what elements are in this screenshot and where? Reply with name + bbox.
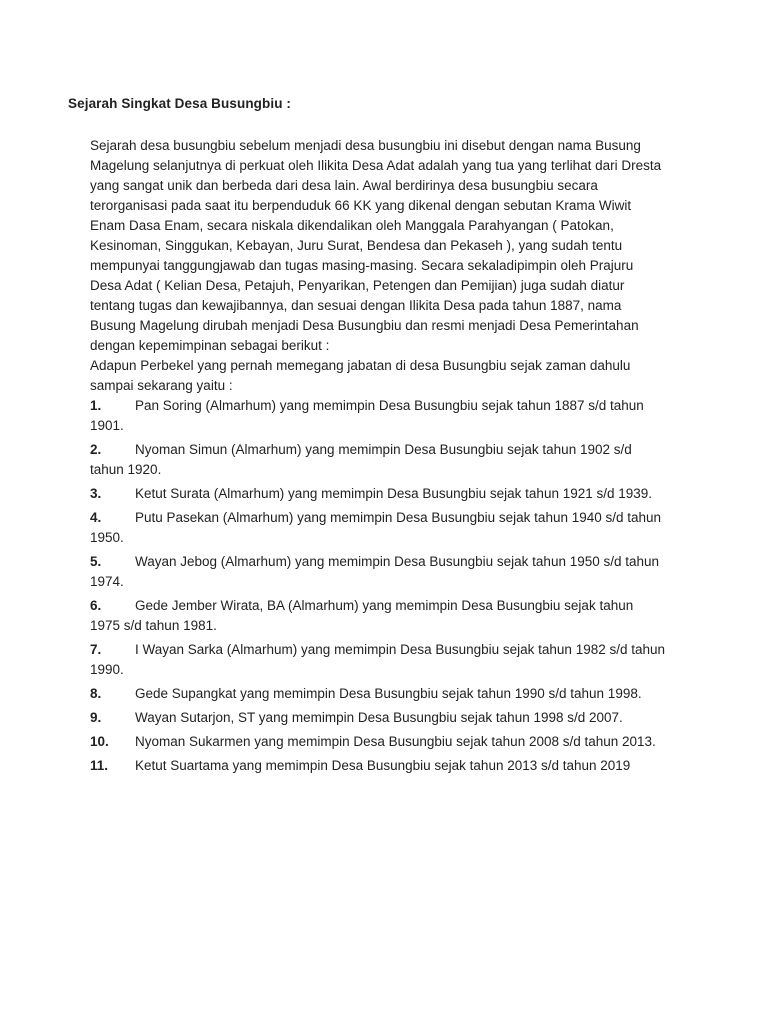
list-item-continuation: 1975 s/d tahun 1981. (90, 618, 217, 633)
list-item (90, 596, 690, 636)
paragraph-line: yang sangat unik dan berbeda dari desa lain. Awal berdirinya desa busungbiu secara (90, 178, 598, 193)
list-item-number: 9. (90, 710, 102, 725)
list-item-number: 6. (90, 598, 102, 613)
list-item-number: 4. (90, 510, 102, 525)
list-item (90, 396, 690, 436)
list-item (90, 440, 690, 480)
list-item-text: Pan Soring (Almarhum) yang memimpin Desa Busungbiu sejak tahun 1887 s/d tahun (135, 398, 644, 413)
list-item-text: Nyoman Simun (Almarhum) yang memimpin Desa Busungbiu sejak tahun 1902 s/d (135, 442, 632, 457)
list-item-text: Ketut Suartama yang memimpin Desa Busungbiu sejak tahun 2013 s/d tahun 2019 (135, 758, 631, 773)
list-item-number: 11. (90, 758, 109, 773)
intro-paragraph (90, 136, 690, 396)
list-item (90, 508, 690, 548)
list-item-text: Wayan Jebog (Almarhum) yang memimpin Desa Busungbiu sejak tahun 1950 s/d tahun (135, 554, 660, 569)
paragraph-line: Enam Dasa Enam, secara niskala dikendalikan oleh Manggala Parahyangan ( Patokan, (90, 218, 614, 233)
list-item-number: 8. (90, 686, 102, 701)
paragraph-line: mempunyai tanggungjawab dan tugas masing-masing. Secara sekaladipimpin oleh Prajuru (90, 258, 634, 273)
leaders-list (90, 396, 690, 776)
list-item (90, 708, 690, 728)
paragraph-line: Sejarah desa busungbiu sebelum menjadi desa busungbiu ini disebut dengan nama Busung (90, 138, 641, 153)
document-content (90, 136, 690, 780)
paragraph-line: terorganisasi pada saat itu berpenduduk 66 KK yang dikenal dengan sebutan Krama Wiwit (90, 198, 632, 213)
list-item (90, 484, 690, 504)
document-title: Sejarah Singkat Desa Busungbiu : (68, 96, 291, 111)
list-item-text: Ketut Surata (Almarhum) yang memimpin Desa Busungbiu sejak tahun 1921 s/d 1939. (135, 486, 653, 501)
list-item-number: 2. (90, 442, 102, 457)
paragraph-line: Desa Adat ( Kelian Desa, Petajuh, Penyarikan, Petengen dan Pemijian) juga sudah diatur (90, 278, 625, 293)
list-item-text: Putu Pasekan (Almarhum) yang memimpin Desa Busungbiu sejak tahun 1940 s/d tahun (135, 510, 662, 525)
list-item (90, 552, 690, 592)
list-item-continuation: 1974. (90, 574, 124, 589)
list-item-text: Wayan Sutarjon, ST yang memimpin Desa Busungbiu sejak tahun 1998 s/d 2007. (135, 710, 623, 725)
list-item-text: I Wayan Sarka (Almarhum) yang memimpin Desa Busungbiu sejak tahun 1982 s/d tahun (135, 642, 666, 657)
list-item-continuation: 1901. (90, 418, 124, 433)
paragraph-line: Magelung selanjutnya di perkuat oleh Ilikita Desa Adat adalah yang tua yang terlihat dari Dresta (90, 158, 662, 173)
list-item-text: Gede Jember Wirata, BA (Almarhum) yang memimpin Desa Busungbiu sejak tahun (135, 598, 634, 613)
paragraph-line: Busung Magelung dirubah menjadi Desa Busungbiu dan resmi menjadi Desa Pemerintahan (90, 318, 639, 333)
paragraph-line: Adapun Perbekel yang pernah memegang jabatan di desa Busungbiu sejak zaman dahulu (90, 358, 631, 373)
list-item-number: 3. (90, 486, 102, 501)
list-item-continuation: 1950. (90, 530, 124, 545)
list-item-continuation: 1990. (90, 662, 124, 677)
list-item-text: Nyoman Sukarmen yang memimpin Desa Busungbiu sejak tahun 2008 s/d tahun 2013. (135, 734, 656, 749)
list-item (90, 684, 690, 704)
list-item-number: 1. (90, 398, 102, 413)
list-item (90, 732, 690, 752)
paragraph-line: tentang tugas dan kewajibannya, dan sesuai dengan Ilikita Desa pada tahun 1887, nama (90, 298, 622, 313)
paragraph-line: sampai sekarang yaitu : (90, 378, 233, 393)
list-item (90, 640, 690, 680)
list-item-number: 10. (90, 734, 109, 749)
list-item (90, 756, 690, 776)
list-item-number: 7. (90, 642, 102, 657)
paragraph-line: dengan kepemimpinan sebagai berikut : (90, 338, 330, 353)
paragraph-line: Kesinoman, Singgukan, Kebayan, Juru Surat, Bendesa dan Pekaseh ), yang sudah tentu (90, 238, 623, 253)
list-item-text: Gede Supangkat yang memimpin Desa Busungbiu sejak tahun 1990 s/d tahun 1998. (135, 686, 642, 701)
list-item-number: 5. (90, 554, 102, 569)
list-item-continuation: tahun 1920. (90, 462, 162, 477)
